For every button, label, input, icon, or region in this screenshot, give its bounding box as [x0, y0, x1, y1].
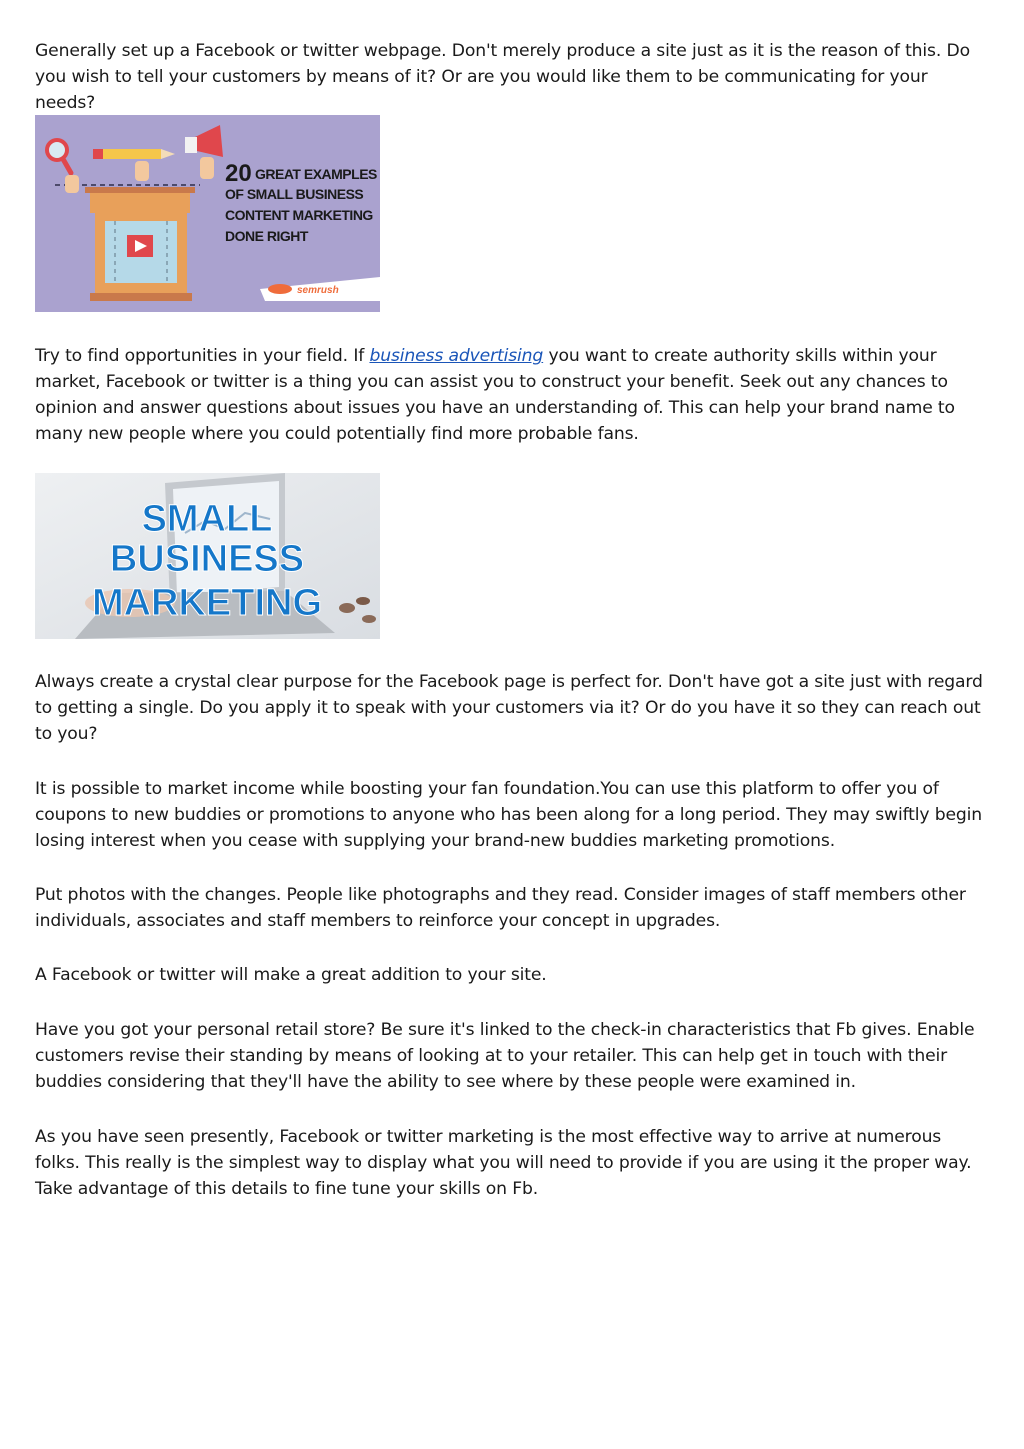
- content-marketing-image: [35, 115, 380, 312]
- paragraph-2-start: Try to find opportunities in your field. If: [35, 346, 370, 366]
- headline-small: SMALL: [141, 498, 273, 540]
- business-advertising-link[interactable]: business advertising: [369, 346, 544, 366]
- coffee-bean-icon: [339, 603, 355, 613]
- small-business-marketing-image: [35, 473, 380, 639]
- headline-business: BUSINESS: [109, 538, 305, 580]
- paragraph-5: Put photos with the changes. People like photographs and they read. Consider images of staff members other individuals, associates and staff members to reinforce your concept in upgrades.: [35, 885, 966, 931]
- headline-line-1: GREAT EXAMPLES: [255, 166, 377, 182]
- headline-line-2: OF SMALL BUSINESS: [225, 186, 364, 202]
- semrush-logo-icon: [268, 284, 292, 294]
- headline-line-3: CONTENT MARKETING: [225, 207, 373, 223]
- paragraph-3: Always create a crystal clear purpose for the Facebook page is perfect for. Don't have got a site just with regard to getting a single. Do you apply it to speak with your customers via it? Or do you have it so they can reach out to you?: [35, 672, 983, 744]
- headline-line-4: DONE RIGHT: [225, 228, 308, 244]
- headline-number: 20: [225, 160, 252, 187]
- paragraph-2-end: you want to create authority skills within your market, Facebook or twitter is a thing you can assist you to construct your benefit. Seek out any chances to opinion and answer questions about issues you have an understanding of. This can help your brand name to many new people where you could potentially find more probable fans.: [35, 346, 955, 444]
- paragraph-7: Have you got your personal retail store? Be sure it's linked to the check-in characteristics that Fb gives. Enable customers revise their standing by means of looking at to your retailer. This can help get in touch with their buddies considering that they'll have the ability to see where by these people were examined in.: [35, 1020, 975, 1092]
- paragraph-8: As you have seen presently, Facebook or twitter marketing is the most effective way to arrive at numerous folks. This really is the simplest way to display what you will need to provide if you are using it the proper way. Take advantage of this details to fine tune your skills on Fb.: [35, 1127, 972, 1199]
- semrush-brand: semrush: [297, 285, 339, 296]
- paragraph-6: A Facebook or twitter will make a great addition to your site.: [35, 965, 547, 985]
- headline-marketing: MARKETING: [91, 582, 323, 624]
- paragraph-4: It is possible to market income while boosting your fan foundation.You can use this platform to offer you of coupons to new buddies or promotions to anyone who has been along for a long period. They may swiftly begin losing interest when you cease with supplying your brand-new buddies marketing promotions.: [35, 779, 983, 851]
- paragraph-2: [35, 343, 990, 447]
- paragraph-1: Generally set up a Facebook or twitter webpage. Don't merely produce a site just as it is the reason of this. Do you wish to tell your customers by means of it? Or are you would like them to be communicating for your needs?: [35, 41, 970, 113]
- pencil-icon: [93, 149, 161, 159]
